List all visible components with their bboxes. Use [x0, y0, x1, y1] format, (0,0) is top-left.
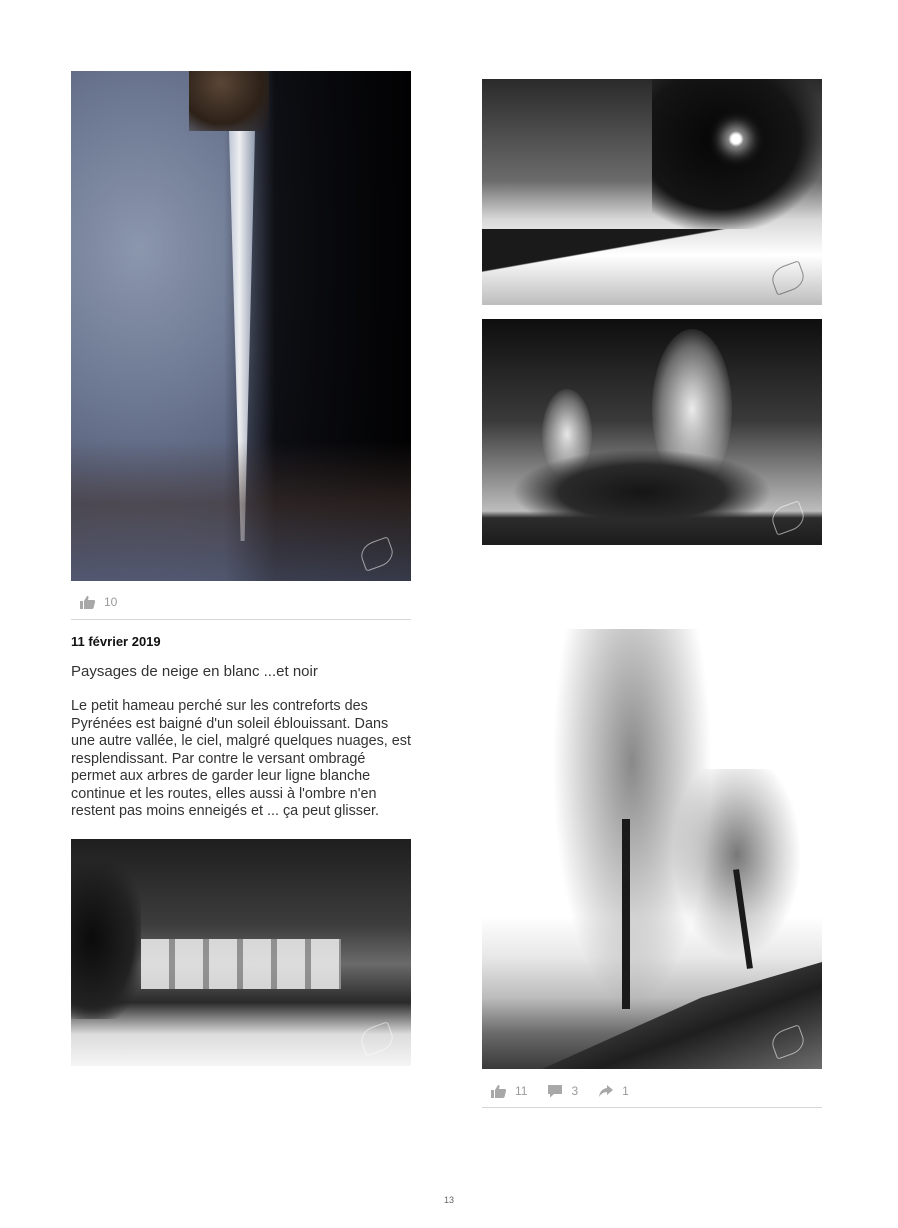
icicle-social-bar	[80, 593, 137, 611]
post-title: Paysages de neige en blanc ...et noir	[71, 663, 318, 680]
comment-count: 3	[571, 1084, 579, 1098]
signature-watermark	[769, 500, 808, 535]
divider	[71, 619, 411, 620]
share-button[interactable]	[598, 1084, 629, 1098]
post-date: 11 février 2019	[71, 634, 161, 649]
like-button[interactable]	[80, 595, 117, 609]
trees-social-bar	[491, 1082, 649, 1100]
photo-icicle	[71, 71, 411, 581]
thumbs-up-icon	[491, 1084, 507, 1098]
like-count: 11	[515, 1084, 528, 1098]
share-arrow-icon	[598, 1084, 614, 1098]
post-body: Le petit hameau perché sur les contreforts des Pyrénées est baigné d'un soleil éblouissant. Dans une autre vallée, le ciel, malgré quelques nuages, est resplendissant. Par contre le versant ombragé permet aux arbres de garder leur ligne blanche continue et les routes, elles aussi à l'ombre n'en restent pas moins enneigés et ... ça peut glisser.	[71, 698, 411, 819]
comment-button[interactable]	[547, 1084, 578, 1098]
like-button[interactable]	[491, 1084, 527, 1098]
share-count: 1	[622, 1084, 629, 1098]
signature-watermark	[358, 1021, 397, 1056]
page-number: 13	[443, 1195, 454, 1205]
photo-road-sun	[482, 79, 822, 305]
like-count: 10	[104, 595, 118, 609]
thumbs-up-icon	[80, 595, 96, 609]
photo-village	[71, 839, 411, 1066]
divider	[482, 1107, 822, 1108]
photo-clouds	[482, 319, 822, 545]
photo-trees	[482, 559, 822, 1069]
comment-bubble-icon	[547, 1084, 563, 1098]
